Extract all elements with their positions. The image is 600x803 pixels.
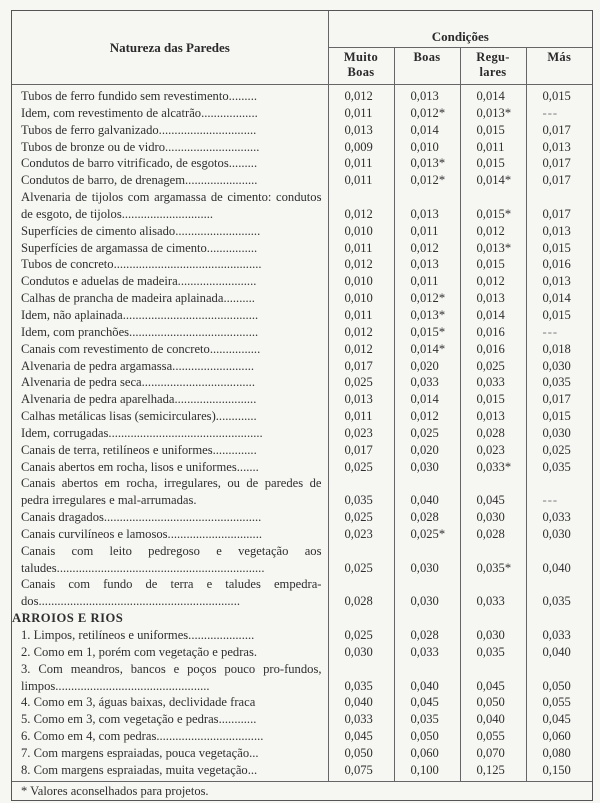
- value-mas: 0,050: [526, 661, 592, 695]
- value-regulares: 0,014*: [460, 172, 526, 189]
- table-row: [12, 661, 592, 695]
- value-boas: 0,011: [394, 273, 460, 290]
- table-row: [12, 358, 592, 375]
- value-regulares: 0,016: [460, 324, 526, 341]
- row-description: Alvenaria de pedra aparelhada..........................: [12, 391, 328, 408]
- row-description: Idem, não aplainada...........................................: [12, 307, 328, 324]
- value-mas: 0,015: [526, 240, 592, 257]
- row-description: Tubos de ferro fundido sem revestimento.........: [12, 85, 328, 105]
- value-regulares: 0,035*: [460, 543, 526, 577]
- value-regulares: 0,015: [460, 122, 526, 139]
- value-boas: 0,035: [394, 711, 460, 728]
- value-boas: 0,013: [394, 256, 460, 273]
- table-row: [12, 627, 592, 644]
- table-row: [12, 122, 592, 139]
- table-row: [12, 543, 592, 577]
- value-mas: 0,017: [526, 122, 592, 139]
- empty-cell: [460, 610, 526, 627]
- value-muito-boas: 0,012: [328, 341, 394, 358]
- value-muito-boas: 0,013: [328, 391, 394, 408]
- value-boas: 0,010: [394, 139, 460, 156]
- row-description: Alvenaria de pedra argamassa..........................: [12, 358, 328, 375]
- row-description: Calhas de prancha de madeira aplainada..........: [12, 290, 328, 307]
- value-regulares: 0,013*: [460, 240, 526, 257]
- value-mas: 0,013: [526, 139, 592, 156]
- row-description: Idem, corrugadas.................................................: [12, 425, 328, 442]
- table-row: [12, 105, 592, 122]
- value-regulares: 0,016: [460, 341, 526, 358]
- header-condicoes: Condições: [328, 11, 592, 48]
- row-description: 4. Como em 3, águas baixas, declividade fraca: [12, 694, 328, 711]
- table-row: [12, 85, 592, 105]
- value-mas: ---: [526, 324, 592, 341]
- value-mas: 0,035: [526, 374, 592, 391]
- value-boas: 0,020: [394, 442, 460, 459]
- value-muito-boas: 0,013: [328, 122, 394, 139]
- value-boas: 0,014: [394, 391, 460, 408]
- table-row: [12, 155, 592, 172]
- value-mas: 0,080: [526, 745, 592, 762]
- value-boas: 0,060: [394, 745, 460, 762]
- value-mas: 0,040: [526, 644, 592, 661]
- value-regulares: 0,125: [460, 762, 526, 781]
- value-regulares: 0,070: [460, 745, 526, 762]
- value-muito-boas: 0,025: [328, 543, 394, 577]
- value-regulares: 0,015*: [460, 189, 526, 223]
- value-regulares: 0,045: [460, 475, 526, 509]
- value-boas: 0,013*: [394, 155, 460, 172]
- table-row: [12, 172, 592, 189]
- table-row: [12, 459, 592, 476]
- value-regulares: 0,033: [460, 576, 526, 610]
- table-row: [12, 762, 592, 781]
- value-boas: 0,033: [394, 374, 460, 391]
- row-description: 8. Com margens espraiadas, muita vegetação...: [12, 762, 328, 781]
- value-boas: 0,025*: [394, 526, 460, 543]
- value-regulares: 0,050: [460, 694, 526, 711]
- value-boas: 0,100: [394, 762, 460, 781]
- value-muito-boas: 0,011: [328, 408, 394, 425]
- value-mas: 0,035: [526, 576, 592, 610]
- value-mas: 0,060: [526, 728, 592, 745]
- table-row: [12, 711, 592, 728]
- value-mas: 0,033: [526, 627, 592, 644]
- value-boas: 0,012*: [394, 172, 460, 189]
- value-regulares: 0,028: [460, 425, 526, 442]
- table-row: [12, 324, 592, 341]
- value-muito-boas: 0,030: [328, 644, 394, 661]
- value-muito-boas: 0,035: [328, 661, 394, 695]
- table-row: [12, 442, 592, 459]
- value-regulares: 0,014: [460, 85, 526, 105]
- value-muito-boas: 0,025: [328, 459, 394, 476]
- value-boas: 0,030: [394, 543, 460, 577]
- row-description: Idem, com pranchões.........................................: [12, 324, 328, 341]
- row-description: Canais dragados..................................................: [12, 509, 328, 526]
- row-description: Canais com leito pedregoso e vegetação aos taludes..................................................................: [12, 543, 328, 577]
- value-boas: 0,012*: [394, 105, 460, 122]
- row-description: Canais curvilíneos e lamosos..............................: [12, 526, 328, 543]
- value-regulares: 0,015: [460, 256, 526, 273]
- value-mas: 0,035: [526, 459, 592, 476]
- value-muito-boas: 0,075: [328, 762, 394, 781]
- value-mas: 0,150: [526, 762, 592, 781]
- value-boas: 0,028: [394, 627, 460, 644]
- row-description: 5. Como em 3, com vegetação e pedras............: [12, 711, 328, 728]
- value-regulares: 0,030: [460, 509, 526, 526]
- table-row: [12, 341, 592, 358]
- row-description: 7. Com margens espraiadas, pouca vegetação...: [12, 745, 328, 762]
- value-muito-boas: 0,011: [328, 307, 394, 324]
- value-muito-boas: 0,025: [328, 627, 394, 644]
- value-mas: 0,013: [526, 223, 592, 240]
- value-mas: 0,017: [526, 391, 592, 408]
- value-mas: 0,014: [526, 290, 592, 307]
- value-muito-boas: 0,012: [328, 189, 394, 223]
- value-muito-boas: 0,011: [328, 240, 394, 257]
- row-description: Superfícies de argamassa de cimento................: [12, 240, 328, 257]
- value-muito-boas: 0,012: [328, 324, 394, 341]
- value-muito-boas: 0,023: [328, 526, 394, 543]
- value-muito-boas: 0,035: [328, 475, 394, 509]
- value-regulares: 0,011: [460, 139, 526, 156]
- value-boas: 0,040: [394, 661, 460, 695]
- value-boas: 0,030: [394, 459, 460, 476]
- table-row: [12, 256, 592, 273]
- row-description: Idem, com revestimento de alcatrão..................: [12, 105, 328, 122]
- empty-cell: [328, 610, 394, 627]
- value-boas: 0,014: [394, 122, 460, 139]
- value-boas: 0,040: [394, 475, 460, 509]
- table-row: [12, 139, 592, 156]
- value-muito-boas: 0,009: [328, 139, 394, 156]
- header-text: Boas: [347, 65, 375, 79]
- value-muito-boas: 0,011: [328, 172, 394, 189]
- row-description: Tubos de concreto...............................................: [12, 256, 328, 273]
- value-muito-boas: 0,017: [328, 442, 394, 459]
- header-text: Muito: [343, 50, 379, 64]
- value-regulares: 0,012: [460, 273, 526, 290]
- value-boas: 0,025: [394, 425, 460, 442]
- section-title-arroios-e-rios: ARROIOS E RIOS: [12, 610, 328, 627]
- value-regulares: 0,013*: [460, 105, 526, 122]
- value-muito-boas: 0,010: [328, 290, 394, 307]
- value-boas: 0,015*: [394, 324, 460, 341]
- value-muito-boas: 0,012: [328, 256, 394, 273]
- value-regulares: 0,033: [460, 374, 526, 391]
- value-mas: ---: [526, 105, 592, 122]
- row-description: Tubos de ferro galvanizado...............................: [12, 122, 328, 139]
- header-text: lares: [479, 65, 507, 79]
- row-description: Canais com revestimento de concreto................: [12, 341, 328, 358]
- value-mas: 0,015: [526, 85, 592, 105]
- value-boas: 0,011: [394, 223, 460, 240]
- value-mas: ---: [526, 475, 592, 509]
- table-row: [12, 240, 592, 257]
- table-row: [12, 189, 592, 223]
- value-regulares: 0,040: [460, 711, 526, 728]
- row-description: Alvenaria de tijolos com argamassa de cimento: condutos de esgoto, de tijolos.............................: [12, 189, 328, 223]
- value-boas: 0,013*: [394, 307, 460, 324]
- row-description: 2. Como em 1, porém com vegetação e pedras.: [12, 644, 328, 661]
- value-muito-boas: 0,011: [328, 105, 394, 122]
- row-description: Canais de terra, retilíneos e uniformes..............: [12, 442, 328, 459]
- section-row: [12, 610, 592, 627]
- value-mas: 0,015: [526, 408, 592, 425]
- value-muito-boas: 0,010: [328, 223, 394, 240]
- row-description: Condutos de barro, de drenagem.......................: [12, 172, 328, 189]
- value-regulares: 0,025: [460, 358, 526, 375]
- value-mas: 0,017: [526, 189, 592, 223]
- value-mas: 0,015: [526, 307, 592, 324]
- value-regulares: 0,013: [460, 290, 526, 307]
- table-row: [12, 425, 592, 442]
- value-mas: 0,055: [526, 694, 592, 711]
- value-regulares: 0,033*: [460, 459, 526, 476]
- value-muito-boas: 0,050: [328, 745, 394, 762]
- value-mas: 0,018: [526, 341, 592, 358]
- value-mas: 0,013: [526, 273, 592, 290]
- row-description: Superfícies de cimento alisado...........................: [12, 223, 328, 240]
- value-boas: 0,012*: [394, 290, 460, 307]
- row-description: Condutos de barro vitrificado, de esgotos.........: [12, 155, 328, 172]
- value-regulares: 0,015: [460, 391, 526, 408]
- row-description: Alvenaria de pedra seca....................................: [12, 374, 328, 391]
- value-muito-boas: 0,045: [328, 728, 394, 745]
- row-description: Canais abertos em rocha, irregulares, ou de paredes de pedra irregulares e mal-arrumadas.: [12, 475, 328, 509]
- empty-cell: [394, 610, 460, 627]
- value-muito-boas: 0,025: [328, 509, 394, 526]
- value-mas: 0,030: [526, 425, 592, 442]
- value-mas: 0,045: [526, 711, 592, 728]
- value-mas: 0,017: [526, 155, 592, 172]
- value-muito-boas: 0,025: [328, 374, 394, 391]
- row-description: Canais com fundo de terra e taludes empedra-dos................................................................: [12, 576, 328, 610]
- value-boas: 0,020: [394, 358, 460, 375]
- value-regulares: 0,035: [460, 644, 526, 661]
- manning-coefficient-table: [11, 10, 593, 801]
- value-regulares: 0,030: [460, 627, 526, 644]
- value-mas: 0,030: [526, 526, 592, 543]
- table-row: [12, 290, 592, 307]
- table: [12, 11, 592, 781]
- header-muito-boas: [328, 48, 394, 85]
- value-boas: 0,012: [394, 408, 460, 425]
- value-boas: 0,028: [394, 509, 460, 526]
- empty-cell: [526, 610, 592, 627]
- value-regulares: 0,015: [460, 155, 526, 172]
- value-muito-boas: 0,012: [328, 85, 394, 105]
- value-regulares: 0,028: [460, 526, 526, 543]
- value-regulares: 0,045: [460, 661, 526, 695]
- table-row: [12, 408, 592, 425]
- value-muito-boas: 0,010: [328, 273, 394, 290]
- row-description: 6. Como em 4, com pedras..................................: [12, 728, 328, 745]
- value-boas: 0,033: [394, 644, 460, 661]
- row-description: 1. Limpos, retilíneos e uniformes.....................: [12, 627, 328, 644]
- value-boas: 0,014*: [394, 341, 460, 358]
- value-boas: 0,045: [394, 694, 460, 711]
- value-muito-boas: 0,023: [328, 425, 394, 442]
- value-mas: 0,017: [526, 172, 592, 189]
- header-boas: [394, 48, 460, 85]
- value-mas: 0,025: [526, 442, 592, 459]
- row-description: Tubos de bronze ou de vidro..............................: [12, 139, 328, 156]
- table-row: [12, 273, 592, 290]
- value-mas: 0,016: [526, 256, 592, 273]
- value-muito-boas: 0,017: [328, 358, 394, 375]
- value-mas: 0,033: [526, 509, 592, 526]
- table-row: [12, 307, 592, 324]
- value-regulares: 0,012: [460, 223, 526, 240]
- header-mas: [526, 48, 592, 85]
- table-row: [12, 576, 592, 610]
- table-row: [12, 745, 592, 762]
- table-row: [12, 374, 592, 391]
- header-regulares: [460, 48, 526, 85]
- value-regulares: 0,014: [460, 307, 526, 324]
- table-row: [12, 526, 592, 543]
- table-row: [12, 694, 592, 711]
- value-boas: 0,013: [394, 85, 460, 105]
- footnote: * Valores aconselhados para projetos.: [12, 781, 592, 800]
- value-regulares: 0,013: [460, 408, 526, 425]
- table-row: [12, 475, 592, 509]
- header-text: Más: [547, 50, 572, 64]
- table-body: [12, 85, 592, 781]
- value-regulares: 0,055: [460, 728, 526, 745]
- header-natureza-das-paredes: Natureza das Paredes: [12, 11, 328, 85]
- table-row: [12, 509, 592, 526]
- value-muito-boas: 0,033: [328, 711, 394, 728]
- value-muito-boas: 0,040: [328, 694, 394, 711]
- table-row: [12, 728, 592, 745]
- value-regulares: 0,023: [460, 442, 526, 459]
- value-boas: 0,030: [394, 576, 460, 610]
- value-mas: 0,030: [526, 358, 592, 375]
- value-boas: 0,013: [394, 189, 460, 223]
- row-description: Condutos e aduelas de madeira.........................: [12, 273, 328, 290]
- row-description: Calhas metálicas lisas (semicirculares).............: [12, 408, 328, 425]
- value-muito-boas: 0,011: [328, 155, 394, 172]
- header-text: Regu-: [476, 50, 510, 64]
- table-row: [12, 223, 592, 240]
- value-boas: 0,012: [394, 240, 460, 257]
- value-muito-boas: 0,028: [328, 576, 394, 610]
- row-description: Canais abertos em rocha, lisos e uniformes.......: [12, 459, 328, 476]
- row-description: 3. Com meandros, bancos e poços pouco pro-fundos, limpos.................................................: [12, 661, 328, 695]
- header-text: Boas: [413, 50, 441, 64]
- value-boas: 0,050: [394, 728, 460, 745]
- value-mas: 0,040: [526, 543, 592, 577]
- table-row: [12, 644, 592, 661]
- table-row: [12, 391, 592, 408]
